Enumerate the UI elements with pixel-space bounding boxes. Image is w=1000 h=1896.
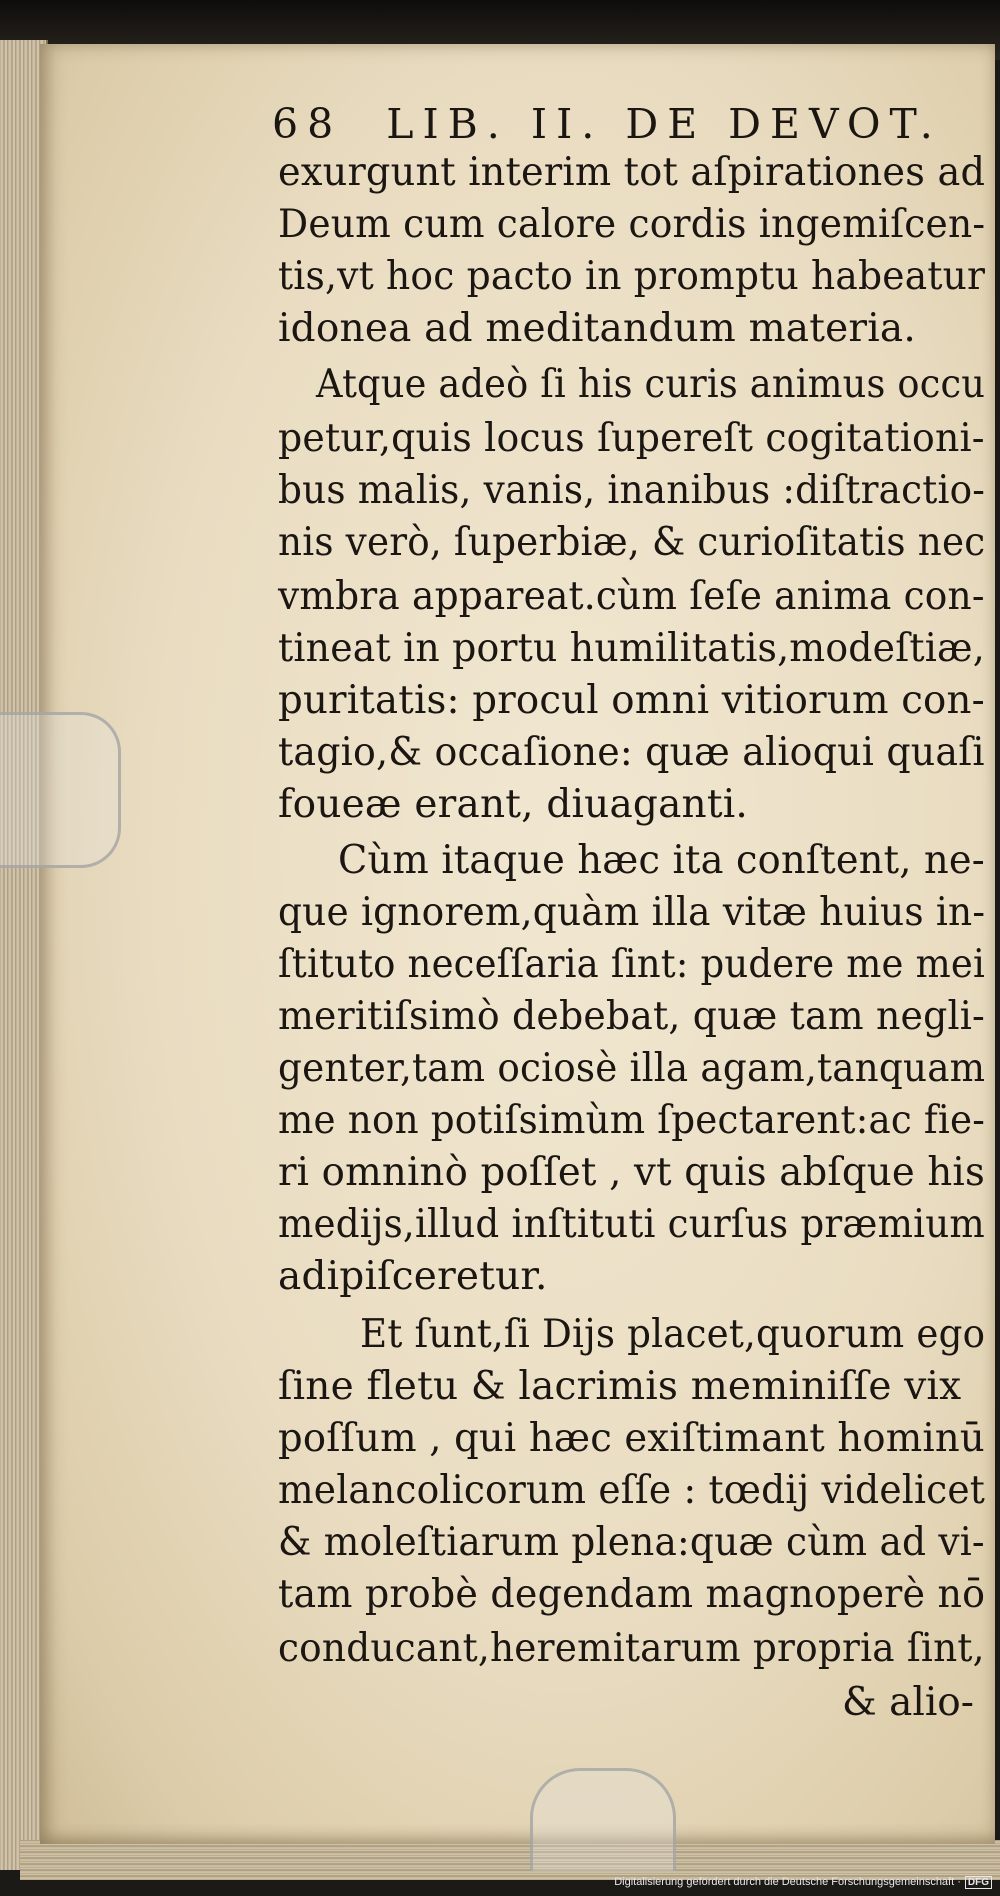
text-line: nis verò, ſuperbiæ, & curioſitatis nec: [278, 520, 986, 565]
text-line: exurgunt interim tot aſpirationes ad: [278, 150, 986, 195]
text-line: idonea ad meditandum materia.: [278, 306, 916, 351]
text-line: bus malis, vanis, inanibus :diſtractio-: [278, 468, 986, 513]
page-clip-bottom: [530, 1768, 676, 1871]
digitization-credit: [614, 1876, 992, 1889]
text-line: me non potiſsimùm ſpectarent:ac fie-: [278, 1098, 986, 1143]
text-line: & moleſtiarum plena:quæ cùm ad vi-: [278, 1520, 985, 1565]
text-line: Deum cum calore cordis ingemiſcen-: [278, 202, 986, 247]
text-line: que ignorem,quàm illa vitæ huius in-: [278, 890, 986, 935]
text-line: ſine fletu & lacrimis meminiſſe vix: [278, 1364, 962, 1409]
text-line: melancolicorum eſſe : tœdij videlicet: [278, 1468, 986, 1513]
text-line: ſtituto neceſſaria ſint: pudere me mei: [278, 942, 986, 987]
text-line: puritatis: procul omni vitiorum con-: [278, 678, 985, 723]
text-line: tis,vt hoc pacto in promptu habeatur: [278, 254, 986, 299]
text-line: meritiſsimò debebat, quæ tam negli-: [278, 994, 985, 1039]
text-line: vmbra appareat.cùm ſeſe anima con-: [278, 574, 985, 619]
text-line: tineat in portu humilitatis,modeſtiæ,: [278, 626, 985, 671]
page-clip-left: [0, 712, 121, 868]
text-line: genter,tam ociosè illa agam,tanquam: [278, 1046, 986, 1091]
dfg-logo: DFG: [965, 1876, 992, 1889]
text-line: tagio,& occaſione: quæ alioqui quaſi: [278, 730, 985, 775]
text-line: petur,quis locus ſupereſt cogitationi-: [278, 416, 985, 461]
catchword: & alio-: [842, 1680, 974, 1725]
credit-text: Digitalisierung gefördert durch die Deutsche Forschungsgemeinschaft ·: [614, 1876, 961, 1888]
text-line: adipiſceretur.: [278, 1254, 548, 1299]
running-head: [272, 100, 942, 148]
text-line: Et ſunt,ſi Dijs placet,quorum ego: [360, 1312, 986, 1357]
text-line: tam probè degendam magnoperè nō: [278, 1572, 986, 1617]
text-line: poſſum , qui hæc exiſtimant hominū: [278, 1416, 985, 1461]
page-number: 68: [272, 100, 343, 148]
text-line: ri omninò poſſet , vt quis abſque his: [278, 1150, 985, 1195]
text-line: Cùm itaque hæc ita conſtent, ne-: [338, 838, 985, 883]
text-line: medijs,illud inſtituti curſus præmium: [278, 1202, 985, 1247]
text-line: Atque adeò ſi his curis animus occu: [316, 362, 986, 407]
text-line: conducant,heremitarum propria ſint,: [278, 1626, 985, 1671]
running-title: LIB. II. DE DEVOT.: [386, 100, 942, 148]
bottom-page-edges: [20, 1840, 1000, 1880]
text-line: foueæ erant, diuaganti.: [278, 782, 749, 827]
